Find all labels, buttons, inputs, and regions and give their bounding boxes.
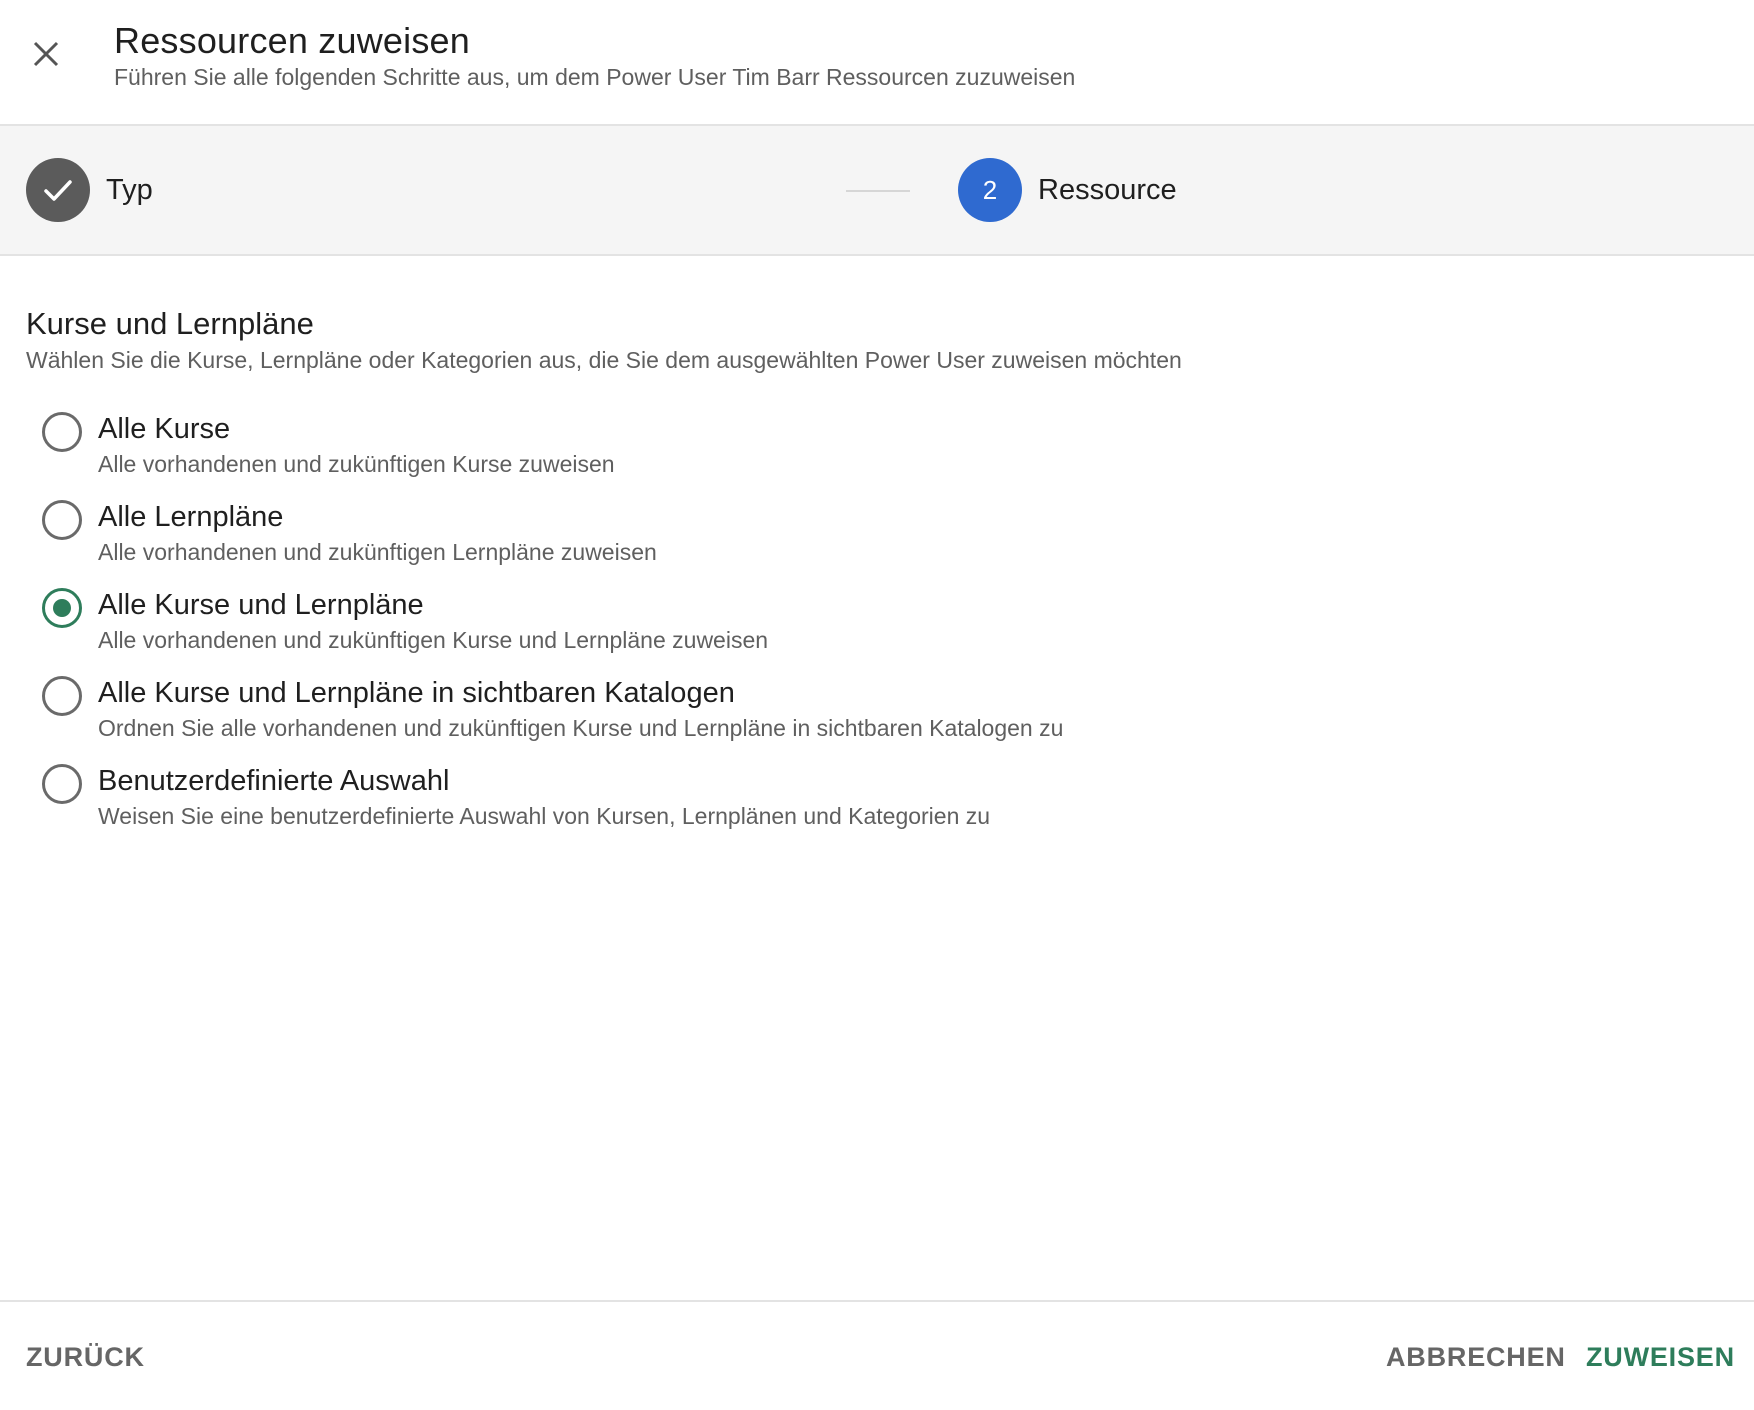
check-icon xyxy=(41,173,75,207)
dialog-title: Ressourcen zuweisen xyxy=(114,20,470,61)
step-label-resource: Ressource xyxy=(1038,173,1177,206)
option-label: Alle Kurse und Lernpläne in sichtbaren Katalogen xyxy=(98,677,735,709)
option-label: Alle Kurse und Lernpläne xyxy=(98,589,424,621)
dialog-footer xyxy=(0,1300,1754,1410)
option-all-courses-and-learning-plans[interactable] xyxy=(40,586,1640,674)
dialog-header xyxy=(0,0,1754,126)
option-all-learning-plans[interactable] xyxy=(40,498,1640,586)
option-label: Alle Lernpläne xyxy=(98,501,284,533)
radio-button[interactable] xyxy=(42,412,82,452)
option-description: Alle vorhandenen und zukünftigen Kurse und Lernpläne zuweisen xyxy=(98,627,769,653)
assign-button[interactable]: ZUWEISEN xyxy=(1586,1342,1735,1372)
radio-button[interactable] xyxy=(42,500,82,540)
close-button[interactable] xyxy=(24,32,68,76)
option-description: Alle vorhandenen und zukünftigen Lernpläne zuweisen xyxy=(98,539,657,565)
radio-button[interactable] xyxy=(42,676,82,716)
option-all-courses[interactable] xyxy=(40,410,1640,498)
section-subtitle: Wählen Sie die Kurse, Lernpläne oder Kategorien aus, die Sie dem ausgewählten Power User zuweisen möchten xyxy=(26,347,1182,373)
option-description: Ordnen Sie alle vorhandenen und zukünftigen Kurse und Lernpläne in sichtbaren Katalogen zu xyxy=(98,715,1064,741)
option-label: Alle Kurse xyxy=(98,413,231,445)
step-number-indicator: 2 xyxy=(958,158,1022,222)
option-description: Alle vorhandenen und zukünftigen Kurse zuweisen xyxy=(98,451,615,477)
section-title: Kurse und Lernpläne xyxy=(26,306,314,341)
back-button[interactable]: ZURÜCK xyxy=(26,1342,145,1372)
resource-options xyxy=(40,410,1640,850)
radio-button[interactable] xyxy=(42,764,82,804)
radio-button-selected[interactable] xyxy=(42,588,82,628)
option-label: Benutzerdefinierte Auswahl xyxy=(98,765,450,797)
stepper xyxy=(0,126,1754,256)
option-custom-selection[interactable] xyxy=(40,762,1640,850)
cancel-button[interactable]: ABBRECHEN xyxy=(1386,1342,1566,1372)
dialog-subtitle: Führen Sie alle folgenden Schritte aus, um dem Power User Tim Barr Ressourcen zuzuweisen xyxy=(114,64,1076,90)
step-label-type: Typ xyxy=(106,173,153,206)
option-visible-catalogs[interactable] xyxy=(40,674,1640,762)
step-type[interactable] xyxy=(26,158,153,222)
step-resource[interactable] xyxy=(958,158,1177,222)
option-description: Weisen Sie eine benutzerdefinierte Auswahl von Kursen, Lernplänen und Kategorien zu xyxy=(98,803,991,829)
close-icon xyxy=(31,39,61,69)
step-completed-indicator xyxy=(26,158,90,222)
step-connector xyxy=(846,190,910,192)
